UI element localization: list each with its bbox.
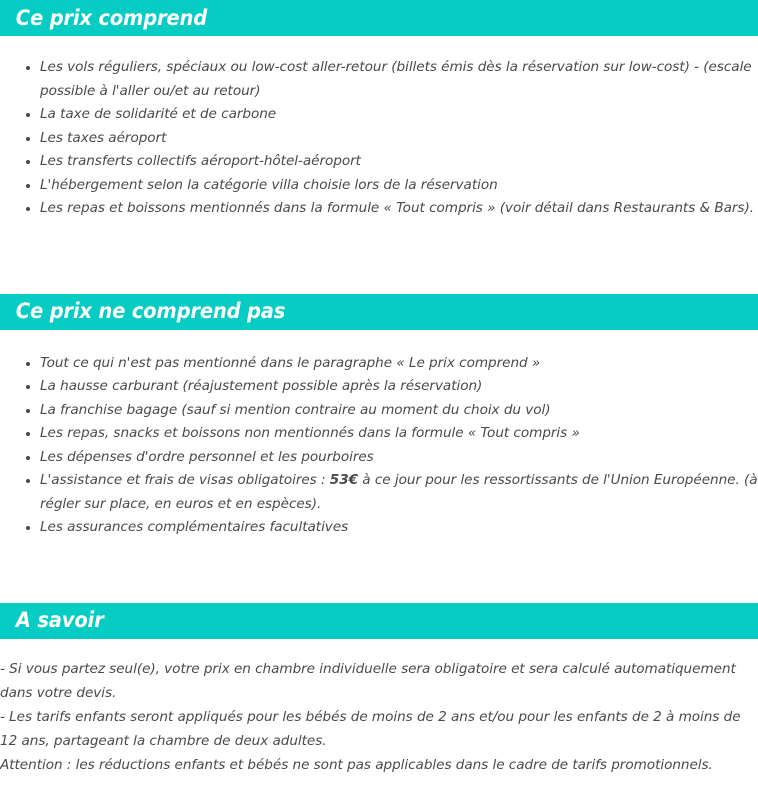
- note-paragraph: Attention : les réductions enfants et bébés ne sont pas applicables dans le cadre de tarifs promotionnels.: [0, 756, 713, 773]
- list-item: [0, 352, 758, 376]
- list-item: [0, 127, 758, 151]
- section-body-a-savoir: [0, 639, 758, 777]
- section-title: Ce prix ne comprend pas: [15, 299, 286, 323]
- list-item-text: Les repas, snacks et boissons non mentionnés dans la formule « Tout compris »: [40, 425, 580, 441]
- list-item-text: Tout ce qui n'est pas mentionné dans le paragraphe « Le prix comprend »: [40, 354, 541, 371]
- list-item: [0, 150, 758, 174]
- list-item-visa-fee: [0, 469, 758, 516]
- list-item-text: La taxe de solidarité et de carbone: [40, 106, 277, 122]
- list-item: [0, 399, 758, 423]
- visa-fee-prefix: L'assistance et frais de visas obligatoires :: [40, 472, 330, 488]
- list-item: [0, 197, 758, 221]
- list-item: [0, 516, 758, 540]
- list-item-text: Les transferts collectifs aéroport-hôtel-aéroport: [40, 153, 361, 169]
- section-body-ce-prix-comprend: [0, 36, 758, 221]
- section-header-ce-prix-ne-comprend-pas: [0, 294, 758, 330]
- section-body-ce-prix-ne-comprend-pas: [0, 330, 758, 540]
- list-item-text: Les repas et boissons mentionnés dans la formule « Tout compris » (voir détail dans Restaurants & Bars).: [40, 200, 754, 216]
- section-spacer: [0, 540, 758, 603]
- section-header-ce-prix-comprend: [0, 0, 758, 36]
- note-paragraph: - Les tarifs enfants seront appliqués pour les bébés de moins de 2 ans et/ou pour les enfants de 2 à moins de 12 ans, partageant la chambre de deux adultes.: [0, 708, 741, 749]
- list-item-text: L'hébergement selon la catégorie villa choisie lors de la réservation: [40, 176, 498, 193]
- section-title: Ce prix comprend: [15, 5, 208, 30]
- list-item: [0, 375, 758, 399]
- list-item-text: Les taxes aéroport: [40, 129, 167, 146]
- visa-fee-suffix: à ce jour pour les ressortissants de l'Union Européenne. (à régler sur place, en euros et en espèces).: [40, 472, 758, 512]
- section-header-a-savoir: [0, 603, 758, 639]
- included-list: [0, 56, 758, 221]
- section-title: A savoir: [15, 608, 104, 632]
- list-item: [0, 446, 758, 470]
- list-item: [0, 174, 758, 198]
- list-item-text: Les vols réguliers, spéciaux ou low-cost aller-retour (billets émis dès la réservation sur low-cost) - (escale possible à l'aller ou/et au retour): [40, 59, 752, 99]
- list-item: [0, 103, 758, 127]
- excluded-list: [0, 352, 758, 540]
- list-item-text: La hausse carburant (réajustement possible après la réservation): [40, 378, 483, 394]
- list-item-text: La franchise bagage (sauf si mention contraire au moment du choix du vol): [40, 401, 551, 418]
- list-item-text: Les assurances complémentaires facultatives: [40, 519, 349, 535]
- visa-fee-amount: 53€: [329, 472, 359, 488]
- note-paragraph: - Si vous partez seul(e), votre prix en chambre individuelle sera obligatoire et sera calculé automatiquement dans votre devis.: [0, 660, 736, 701]
- list-item-text: Les dépenses d'ordre personnel et les pourboires: [40, 448, 374, 465]
- list-item: [0, 422, 758, 446]
- section-spacer: [0, 221, 758, 294]
- list-item: [0, 56, 758, 103]
